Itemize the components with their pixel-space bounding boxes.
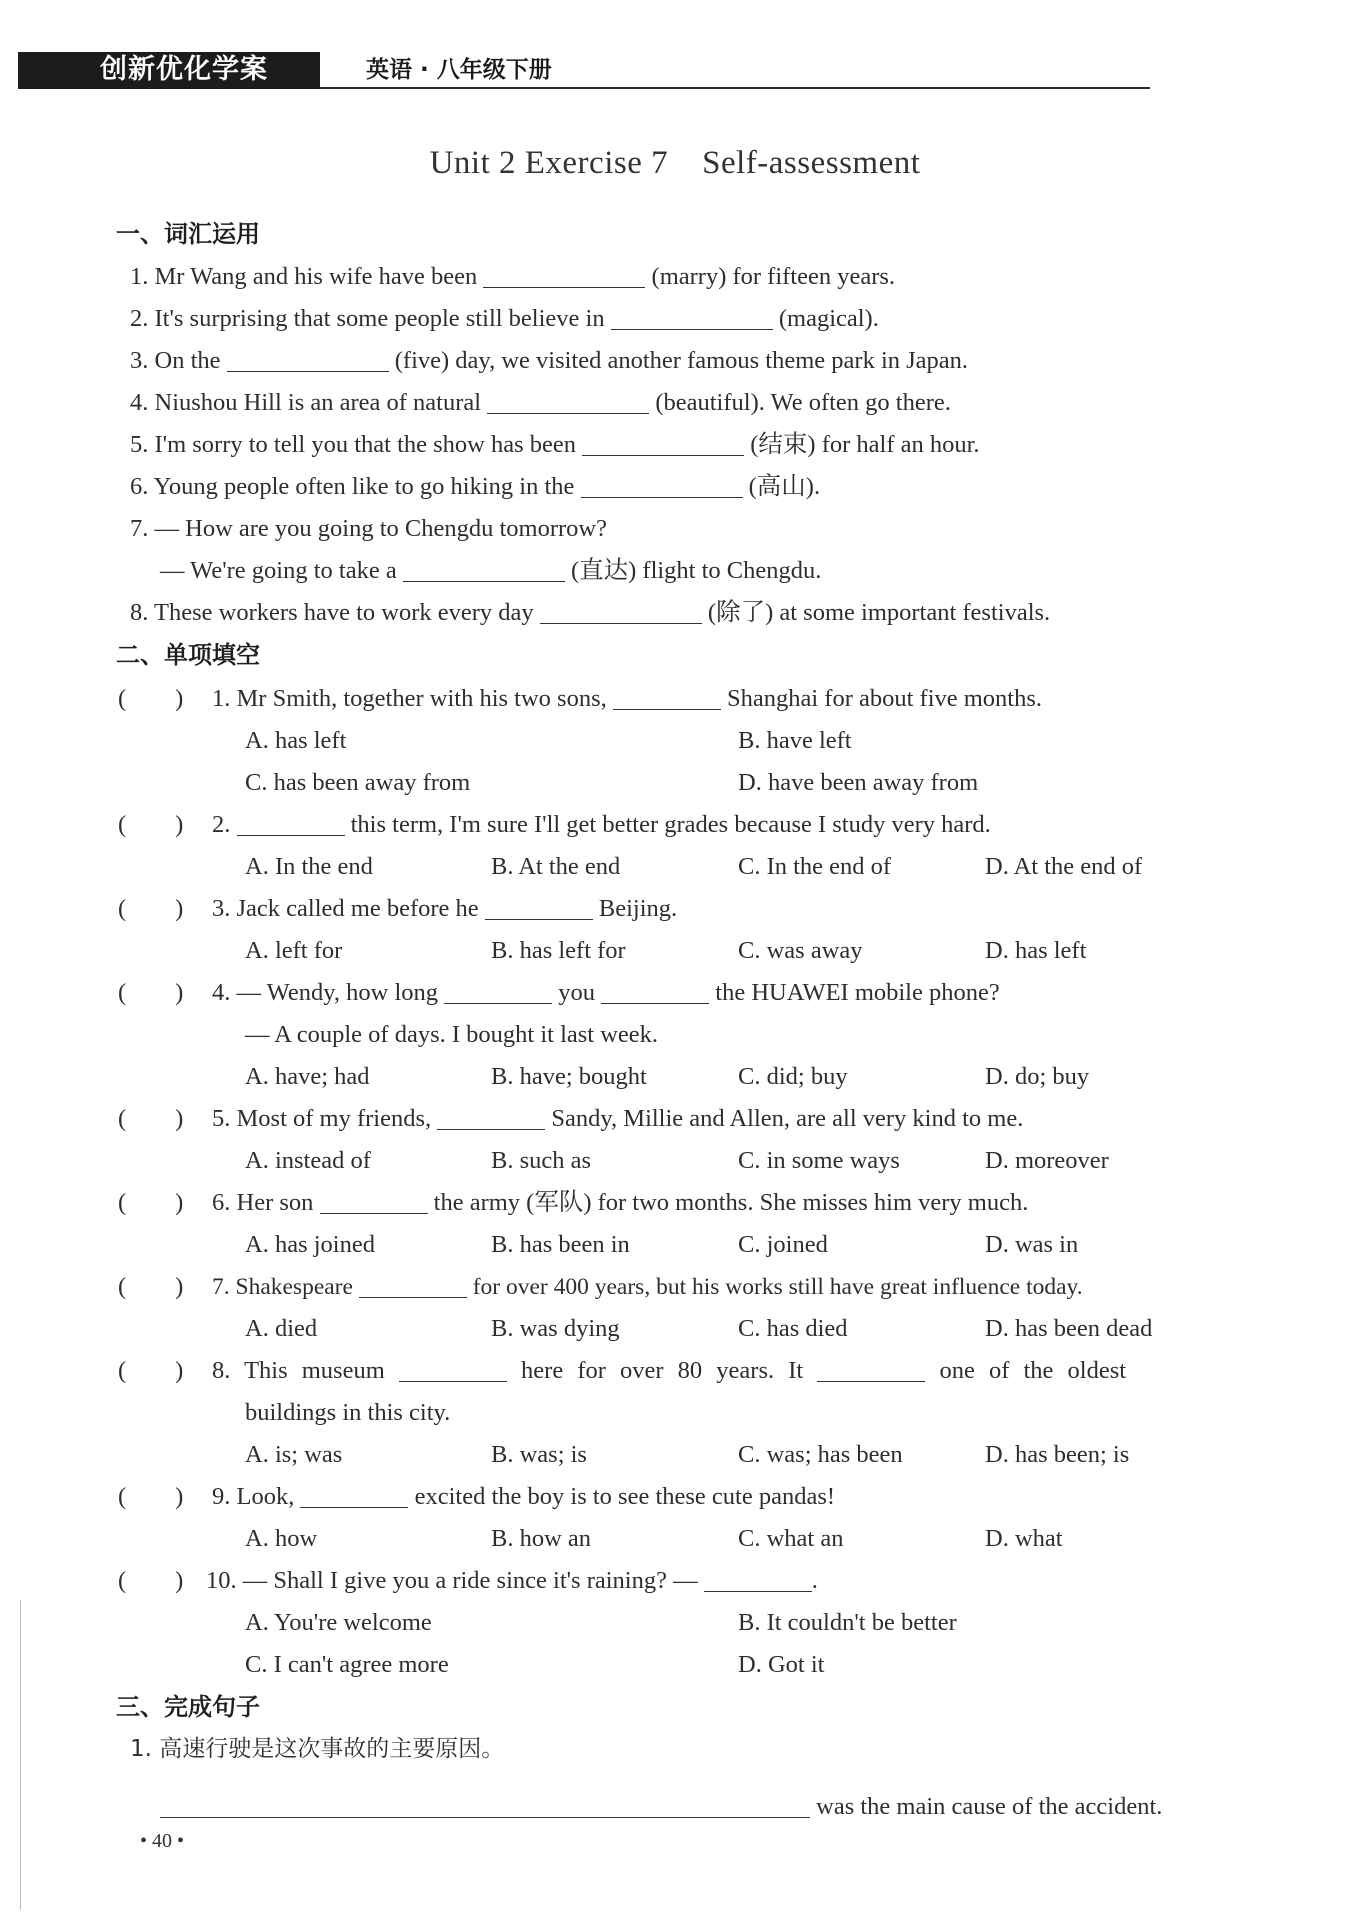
mcq-option[interactable]: A. left for <box>245 937 343 964</box>
mcq-question-10: 10. — Shall I give you a ride since it's raining? — . <box>206 1567 818 1594</box>
vocab-item-7-answer: — We're going to take a (直达) flight to Chengdu. <box>160 557 822 584</box>
page-number: • 40 • <box>140 1830 185 1852</box>
mcq-question-7: 7. Shakespeare for over 400 years, but his works still have great influence today. <box>212 1270 1083 1304</box>
mcq-option[interactable]: C. In the end of <box>738 853 892 880</box>
vocab-item-1: 1. Mr Wang and his wife have been (marry) for fifteen years. <box>130 263 896 290</box>
mcq-option[interactable]: B. such as <box>491 1147 592 1174</box>
vocab-item-4: 4. Niushou Hill is an area of natural (beautiful). We often go there. <box>130 389 951 416</box>
mcq-question-9: 9. Look, excited the boy is to see these cute pandas! <box>212 1483 836 1510</box>
mcq-question-4: 4. — Wendy, how long you the HUAWEI mobile phone? <box>212 979 1000 1006</box>
section-heading-sentence: 三、完成句子 <box>116 1693 260 1721</box>
vocab-item-5: 5. I'm sorry to tell you that the show has been (结束) for half an hour. <box>130 431 980 458</box>
answer-blank[interactable] <box>487 387 649 414</box>
mcq-option[interactable]: A. have; had <box>245 1063 370 1090</box>
answer-paren[interactable]: ( ) <box>118 979 184 1006</box>
mcq-option[interactable]: C. has died <box>738 1315 848 1342</box>
answer-paren[interactable]: ( ) <box>118 1105 184 1132</box>
mcq-option[interactable]: B. have left <box>738 727 852 754</box>
answer-blank[interactable] <box>483 261 645 288</box>
mcq-option[interactable]: C. was; has been <box>738 1441 903 1468</box>
mcq-option[interactable]: D. At the end of <box>985 853 1143 880</box>
vocab-item-7-question: 7. — How are you going to Chengdu tomorrow? <box>130 515 607 542</box>
vocab-item-3: 3. On the (five) day, we visited another famous theme park in Japan. <box>130 347 969 374</box>
header-rule <box>320 87 1150 89</box>
answer-blank[interactable] <box>611 303 773 330</box>
mcq-option[interactable]: B. It couldn't be better <box>738 1609 957 1636</box>
mcq-option[interactable]: B. was; is <box>491 1441 587 1468</box>
answer-blank[interactable] <box>160 1791 810 1818</box>
vocab-item-8: 8. These workers have to work every day (除了) at some important festivals. <box>130 599 1051 626</box>
mcq-question-3: 3. Jack called me before he Beijing. <box>212 895 678 922</box>
mcq-option[interactable]: B. have; bought <box>491 1063 647 1090</box>
mcq-option[interactable]: D. Got it <box>738 1651 825 1678</box>
mcq-option[interactable]: B. has left for <box>491 937 626 964</box>
margin-rule <box>20 1600 21 1910</box>
mcq-option[interactable]: B. has been in <box>491 1231 630 1258</box>
vocab-item-6: 6. Young people often like to go hiking in the (高山). <box>130 473 821 500</box>
mcq-option[interactable]: A. has left <box>245 727 347 754</box>
mcq-option[interactable]: C. was away <box>738 937 863 964</box>
mcq-option[interactable]: A. In the end <box>245 853 373 880</box>
sentence-item-1-answer: was the main cause of the accident. <box>160 1790 1162 1824</box>
mcq-option[interactable]: A. died <box>245 1315 318 1342</box>
mcq-option[interactable]: D. do; buy <box>985 1063 1090 1090</box>
answer-blank <box>399 1355 507 1382</box>
answer-blank <box>437 1103 545 1130</box>
sentence-item-1-prompt: 1. 高速行驶是这次事故的主要原因。 <box>130 1736 505 1762</box>
mcq-option[interactable]: D. have been away from <box>738 769 979 796</box>
mcq-option[interactable]: C. in some ways <box>738 1147 900 1174</box>
answer-paren[interactable]: ( ) <box>118 1483 184 1510</box>
mcq-question-1: 1. Mr Smith, together with his two sons, Shanghai for about five months. <box>212 685 1043 712</box>
answer-blank <box>237 809 345 836</box>
brand-logo: 创新优化学案 <box>100 54 268 85</box>
mcq-option[interactable]: D. was in <box>985 1231 1079 1258</box>
mcq-question-5: 5. Most of my friends, Sandy, Millie and Allen, are all very kind to me. <box>212 1105 1024 1132</box>
mcq-option[interactable]: B. At the end <box>491 853 621 880</box>
page-title: Unit 2 Exercise 7 Self-assessment <box>429 145 921 181</box>
answer-paren[interactable]: ( ) <box>118 895 184 922</box>
mcq-option[interactable]: D. has been; is <box>985 1441 1130 1468</box>
mcq-option[interactable]: A. instead of <box>245 1147 371 1174</box>
answer-blank[interactable] <box>403 555 565 582</box>
answer-blank[interactable] <box>227 345 389 372</box>
section-heading-vocab: 一、词汇运用 <box>116 220 260 248</box>
answer-paren[interactable]: ( ) <box>118 685 184 712</box>
answer-paren[interactable]: ( ) <box>118 1357 184 1384</box>
mcq-question-2: 2. this term, I'm sure I'll get better grades because I study very hard. <box>212 811 991 838</box>
mcq-option[interactable]: B. how an <box>491 1525 592 1552</box>
answer-blank <box>320 1187 428 1214</box>
subject-label: 英语 · 八年级下册 <box>366 57 552 83</box>
answer-paren[interactable]: ( ) <box>118 1273 184 1300</box>
mcq-option[interactable]: B. was dying <box>491 1315 620 1342</box>
answer-blank[interactable] <box>582 429 744 456</box>
answer-blank <box>601 977 709 1004</box>
answer-paren[interactable]: ( ) <box>118 1567 184 1594</box>
answer-blank <box>613 683 721 710</box>
section-heading-mcq: 二、单项填空 <box>116 641 260 669</box>
mcq-question-8-cont: buildings in this city. <box>245 1399 451 1426</box>
answer-blank <box>704 1565 812 1592</box>
mcq-option[interactable]: C. did; buy <box>738 1063 848 1090</box>
mcq-option[interactable]: C. joined <box>738 1231 828 1258</box>
vocab-item-2: 2. It's surprising that some people still believe in (magical). <box>130 305 879 332</box>
answer-blank[interactable] <box>540 597 702 624</box>
mcq-option[interactable]: A. is; was <box>245 1441 343 1468</box>
mcq-option[interactable]: C. I can't agree more <box>245 1651 449 1678</box>
answer-paren[interactable]: ( ) <box>118 811 184 838</box>
mcq-question-4-reply: — A couple of days. I bought it last week. <box>245 1021 659 1048</box>
mcq-option[interactable]: A. has joined <box>245 1231 375 1258</box>
mcq-question-6: 6. Her son the army (军队) for two months. She misses him very much. <box>212 1189 1029 1216</box>
answer-blank <box>485 893 593 920</box>
mcq-option[interactable]: A. You're welcome <box>245 1609 432 1636</box>
mcq-option[interactable]: D. has been dead <box>985 1315 1153 1342</box>
answer-blank <box>817 1355 925 1382</box>
answer-blank[interactable] <box>581 471 743 498</box>
mcq-option[interactable]: C. has been away from <box>245 769 471 796</box>
answer-blank <box>300 1481 408 1508</box>
answer-blank <box>359 1271 467 1298</box>
answer-paren[interactable]: ( ) <box>118 1189 184 1216</box>
mcq-option[interactable]: A. how <box>245 1525 318 1552</box>
mcq-option[interactable]: D. what <box>985 1525 1063 1552</box>
answer-blank <box>444 977 552 1004</box>
mcq-option[interactable]: D. has left <box>985 937 1087 964</box>
mcq-option[interactable]: D. moreover <box>985 1147 1109 1174</box>
mcq-option[interactable]: C. what an <box>738 1525 844 1552</box>
mcq-question-8: 8. This museum here for over 80 years. It one of the oldest <box>212 1357 1127 1384</box>
